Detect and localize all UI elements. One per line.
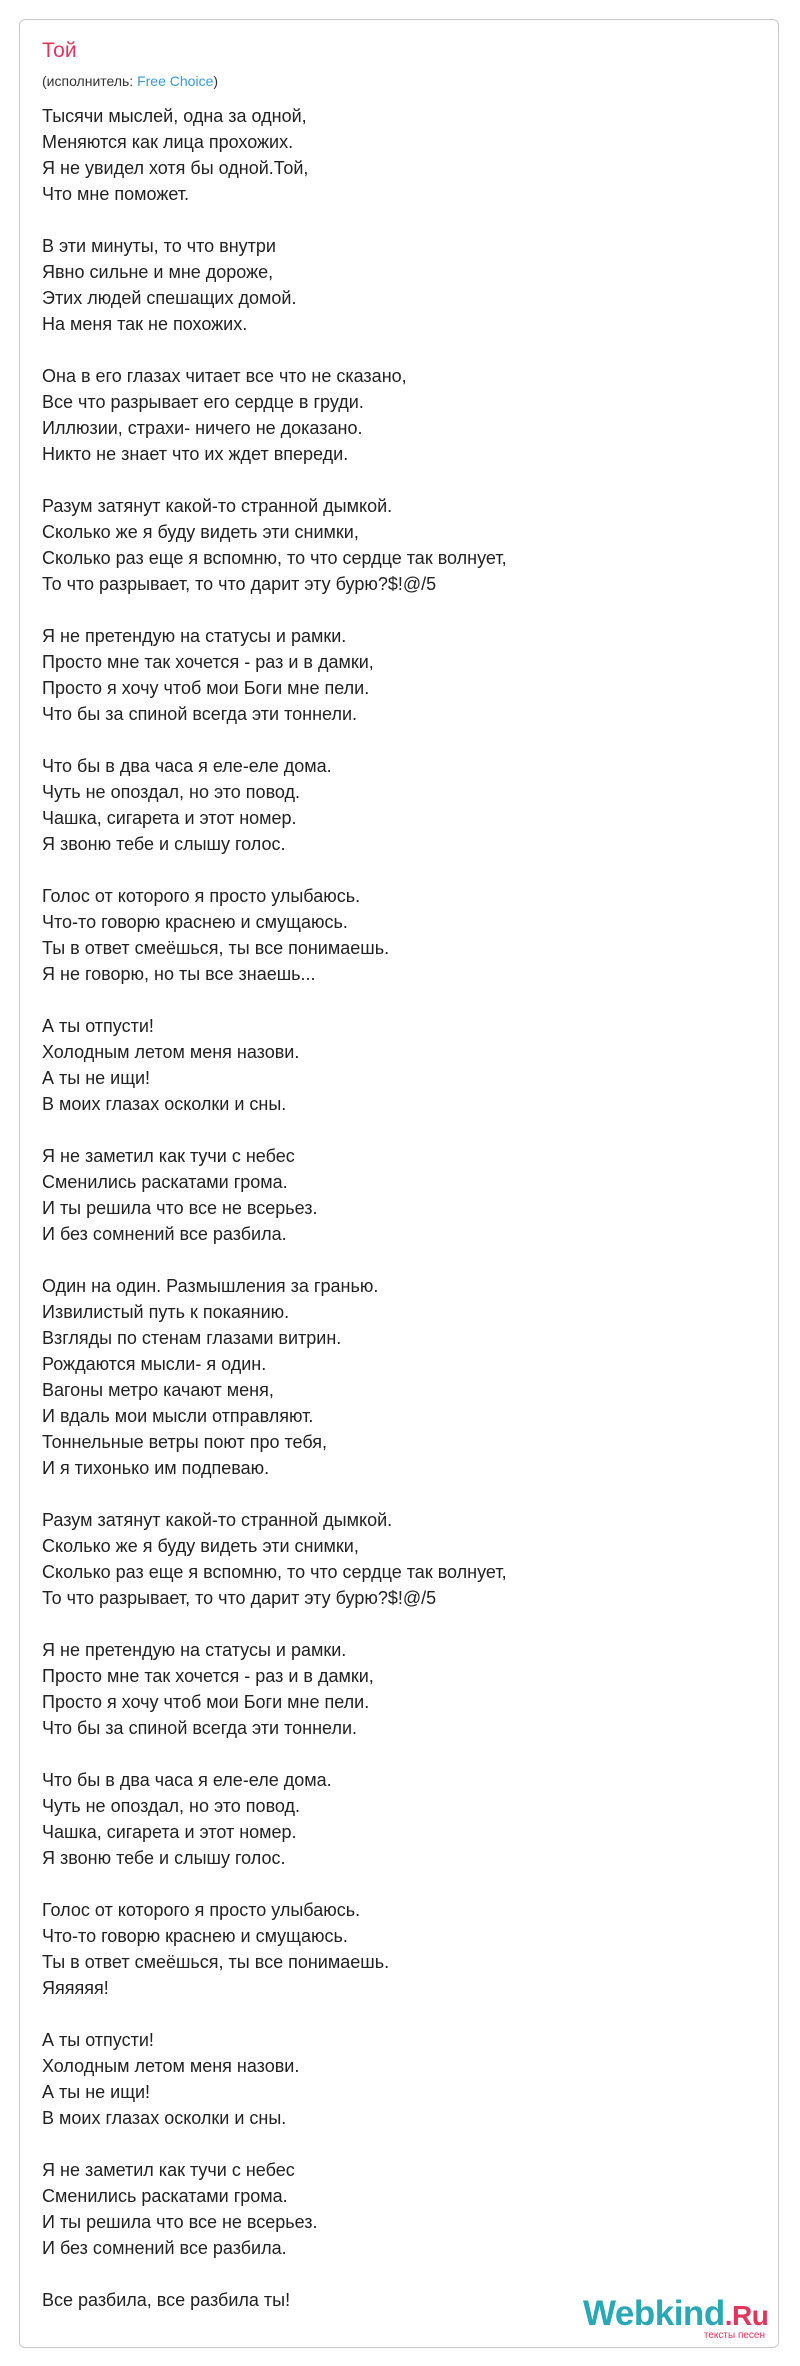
lyric-line: Я не увидел хотя бы одной.Той, (42, 158, 309, 178)
lyrics-stanza (42, 1013, 742, 1117)
lyric-line: Яяяяяя! (42, 1978, 109, 1998)
artist-link[interactable]: Free Choice (137, 73, 214, 89)
lyric-line: Все что разрывает его сердце в груди. (42, 392, 364, 412)
lyrics-stanza (42, 493, 742, 597)
artist-suffix: ) (213, 73, 219, 89)
lyric-line: Рождаются мысли- я один. (42, 1354, 267, 1374)
lyric-line: Вагоны метро качают меня, (42, 1380, 274, 1400)
lyric-line: Просто я хочу чтоб мои Боги мне пели. (42, 678, 370, 698)
logo-tagline: тексты песен (703, 2330, 765, 2341)
lyric-line: Разум затянут какой-то странной дымкой. (42, 496, 393, 516)
lyrics-stanza (42, 1143, 742, 1247)
lyric-line: Тоннельные ветры поют про тебя, (42, 1432, 328, 1452)
lyrics-stanza (42, 1897, 742, 2001)
lyric-line: Я не претендую на статусы и рамки. (42, 626, 347, 646)
lyric-line: И я тихонько им подпеваю. (42, 1458, 270, 1478)
lyric-line: Ты в ответ смеёшься, ты все понимаешь. (42, 938, 390, 958)
lyrics-stanza (42, 1507, 742, 1611)
webkind-logo[interactable] (583, 2296, 773, 2340)
lyric-line: Что бы в два часа я еле-еле дома. (42, 756, 332, 776)
lyric-line: Холодным летом меня назови. (42, 2056, 300, 2076)
song-title: Той (42, 39, 77, 62)
lyric-line: Иллюзии, страхи- ничего не доказано. (42, 418, 363, 438)
artist-prefix: (исполнитель: (42, 73, 138, 89)
lyric-line: И вдаль мои мысли отправляют. (42, 1406, 314, 1426)
lyric-line: Просто мне так хочется - раз и в дамки, (42, 1666, 374, 1686)
lyric-line: В моих глазах осколки и сны. (42, 1094, 287, 1114)
lyric-line: Я звоню тебе и слышу голос. (42, 1848, 286, 1868)
lyric-line: Что бы за спиной всегда эти тоннели. (42, 704, 358, 724)
lyrics-stanza (42, 233, 742, 337)
lyric-line: Чуть не опоздал, но это повод. (42, 782, 301, 802)
lyrics-stanza (42, 623, 742, 727)
lyric-line: Явно сильне и мне дороже, (42, 262, 274, 282)
lyric-line: Просто я хочу чтоб мои Боги мне пели. (42, 1692, 370, 1712)
lyrics-stanza (42, 103, 742, 207)
lyric-line: Голос от которого я просто улыбаюсь. (42, 886, 361, 906)
lyric-line: Чуть не опоздал, но это повод. (42, 1796, 301, 1816)
lyric-line: Холодным летом меня назови. (42, 1042, 300, 1062)
lyric-line: Этих людей спешащих домой. (42, 288, 297, 308)
lyric-line: И ты решила что все не всерьез. (42, 1198, 318, 1218)
lyric-line: Меняются как лица прохожих. (42, 132, 294, 152)
lyric-line: Разум затянут какой-то странной дымкой. (42, 1510, 393, 1530)
logo-wordmark (583, 2296, 768, 2334)
lyric-line: Я не заметил как тучи с небес (42, 1146, 295, 1166)
lyric-line: Сменились раскатами грома. (42, 2186, 288, 2206)
lyric-line: В моих глазах осколки и сны. (42, 2108, 287, 2128)
lyric-line: Просто мне так хочется - раз и в дамки, (42, 652, 374, 672)
lyric-line: Что мне поможет. (42, 184, 190, 204)
lyric-line: Я звоню тебе и слышу голос. (42, 834, 286, 854)
lyric-line: Чашка, сигарета и этот номер. (42, 1822, 297, 1842)
lyric-line: Голос от которого я просто улыбаюсь. (42, 1900, 361, 1920)
lyric-line: И без сомнений все разбила. (42, 1224, 287, 1244)
lyric-line: Сколько же я буду видеть эти снимки, (42, 522, 359, 542)
lyric-line: Она в его глазах читает все что не сказано, (42, 366, 407, 386)
lyrics-stanza (42, 2027, 742, 2131)
lyric-line: Извилистый путь к покаянию. (42, 1302, 290, 1322)
lyric-line: Что-то говорю краснею и смущаюсь. (42, 1926, 348, 1946)
lyric-line: И без сомнений все разбила. (42, 2238, 287, 2258)
lyric-line: Что бы за спиной всегда эти тоннели. (42, 1718, 358, 1738)
artist-line (42, 72, 218, 90)
lyrics-stanza (42, 883, 742, 987)
lyrics-stanza (42, 1767, 742, 1871)
lyric-line: Я не претендую на статусы и рамки. (42, 1640, 347, 1660)
lyric-line: И ты решила что все не всерьез. (42, 2212, 318, 2232)
lyric-line: Что-то говорю краснею и смущаюсь. (42, 912, 348, 932)
lyric-line: Взгляды по стенам глазами витрин. (42, 1328, 342, 1348)
lyric-line: Никто не знает что их ждет впереди. (42, 444, 349, 464)
lyrics-stanza (42, 1273, 742, 1481)
lyric-line: Сколько же я буду видеть эти снимки, (42, 1536, 359, 1556)
logo-tld: .Ru (724, 2300, 769, 2331)
lyric-line: А ты отпусти! (42, 1016, 154, 1036)
lyrics-body (42, 103, 742, 2339)
lyric-line: Один на один. Размышления за гранью. (42, 1276, 379, 1296)
lyric-line: Тысячи мыслей, одна за одной, (42, 106, 307, 126)
lyric-line: Я не заметил как тучи с небес (42, 2160, 295, 2180)
lyric-line: На меня так не похожих. (42, 314, 248, 334)
lyric-line: Сколько раз еще я вспомню, то что сердце так волнует, (42, 1562, 507, 1582)
lyric-line: Я не говорю, но ты все знаешь... (42, 964, 316, 984)
lyric-line: Ты в ответ смеёшься, ты все понимаешь. (42, 1952, 390, 1972)
lyric-line: То что разрывает, то что дарит эту бурю?$!@/5 (42, 574, 437, 594)
lyric-line: А ты не ищи! (42, 2082, 151, 2102)
lyric-line: Чашка, сигарета и этот номер. (42, 808, 297, 828)
lyrics-stanza (42, 2157, 742, 2261)
lyric-line: Сменились раскатами грома. (42, 1172, 288, 1192)
logo-word: Webkind (583, 2294, 725, 2333)
lyrics-stanza (42, 1637, 742, 1741)
lyric-line: То что разрывает, то что дарит эту бурю?$!@/5 (42, 1588, 437, 1608)
lyric-line: Сколько раз еще я вспомню, то что сердце так волнует, (42, 548, 507, 568)
lyrics-stanza (42, 363, 742, 467)
lyric-line: В эти минуты, то что внутри (42, 236, 276, 256)
lyric-line: Что бы в два часа я еле-еле дома. (42, 1770, 332, 1790)
lyric-line: Все разбила, все разбила ты! (42, 2290, 291, 2310)
lyric-line: А ты не ищи! (42, 1068, 151, 1088)
lyric-line: А ты отпусти! (42, 2030, 154, 2050)
lyrics-stanza (42, 753, 742, 857)
